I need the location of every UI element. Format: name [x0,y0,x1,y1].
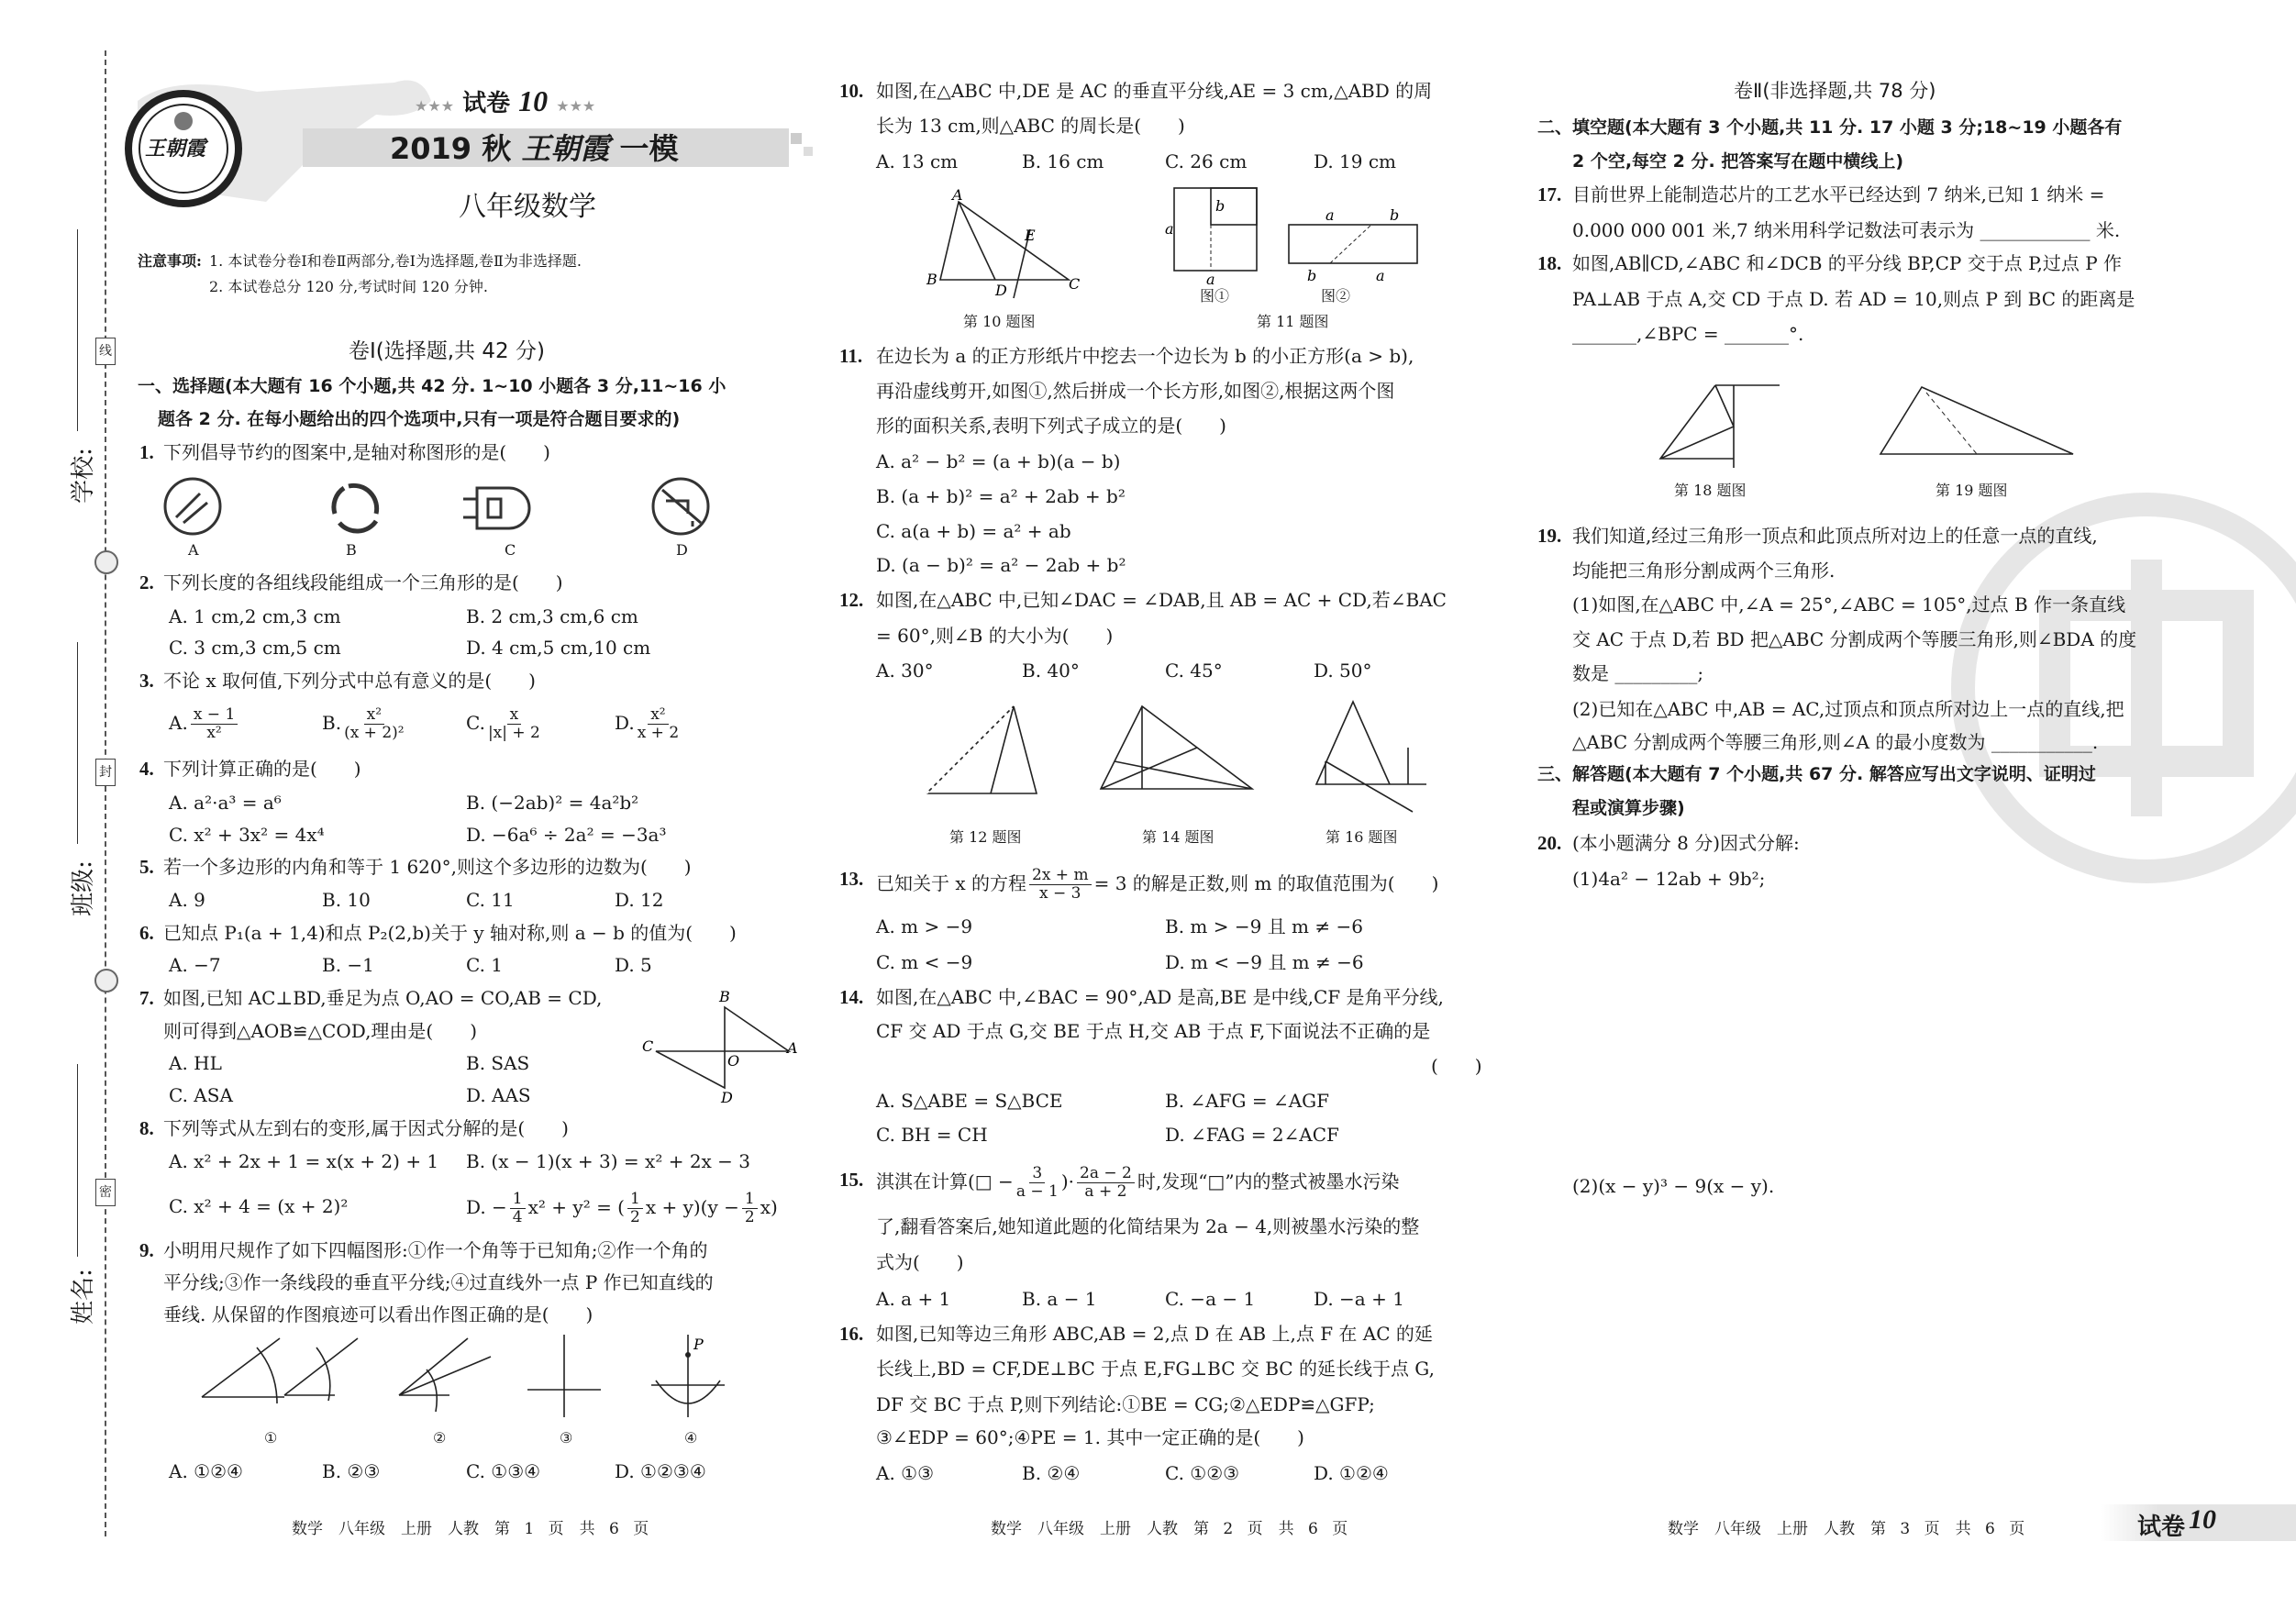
q8-text: 下列等式从左到右的变形,属于因式分解的是( ) [163,1117,569,1139]
q11-number: 11. [839,345,863,367]
q10-option-c[interactable]: C. 26 cm [1165,150,1248,172]
q11-option-c[interactable]: C. a(a + b) = a² + ab [876,520,1071,542]
q5-option-b[interactable]: B. 10 [322,889,371,911]
text: x + y)(y − [645,1196,739,1218]
q16-option-d[interactable]: D. ①②④ [1314,1462,1389,1484]
q7-number: 7. [139,987,154,1009]
name-label: 姓名: [69,1269,97,1325]
q13-option-c[interactable]: C. m < −9 [876,951,973,973]
ornament-icon [94,969,118,993]
q19-text-5[interactable]: 数是 _________; [1572,662,1704,684]
q9-text-1: 小明用尺规作了如下四幅图形:①作一个角等于已知角;②作一个角的 [163,1239,708,1261]
q12-figure [917,702,1055,812]
q9-option-d[interactable]: D. ①②③④ [615,1460,706,1482]
fig-label: P [693,1336,704,1353]
seal-mark-secret: 密 [95,1179,116,1206]
q15-option-c[interactable]: C. −a − 1 [1165,1288,1256,1310]
q3-number: 3. [139,670,154,692]
paper-badge [2101,1504,2296,1541]
q16-number: 16. [839,1323,864,1345]
name-field[interactable] [77,1064,78,1257]
q6-text: 已知点 P₁(a + 1,4)和点 P₂(2,b)关于 y 轴对称,则 a − b 的值为( ) [163,922,737,944]
q15-option-a[interactable]: A. a + 1 [876,1288,951,1310]
q13-text [876,867,1438,903]
q5-option-c[interactable]: C. 11 [466,889,515,911]
q11-text-2: 再沿虚线剪开,如图①,然后拼成一个长方形,如图②,根据这两个图 [876,380,1395,402]
q4-number: 4. [139,758,154,780]
q9-construction-figures [174,1335,761,1426]
dashed-binding-line [105,50,106,1536]
q1-recycle-icon-options [156,477,743,541]
q2-number: 2. [139,571,154,593]
fraction: $\frac{1}{4}$ [510,1191,526,1226]
q16-text-3: DF 交 BC 于点 P,则下列结论:①BE = CG;②△EDP≌△GFP; [876,1393,1375,1415]
fig-label: B [719,988,730,1005]
q11-option-d[interactable]: D. (a − b)² = a² − 2ab + b² [876,554,1126,576]
q19-text-2: 均能把三角形分割成两个三角形. [1572,560,1836,582]
q12-option-b[interactable]: B. 40° [1022,660,1080,682]
notice-label: 注意事项: [138,252,202,270]
part1-title: 卷Ⅰ(选择题,共 42 分) [349,339,545,363]
fraction: $\frac{1}{2}$ [627,1191,643,1226]
q4-option-c[interactable]: C. x² + 3x² = 4x⁴ [169,824,325,846]
q13-option-a[interactable]: A. m > −9 [876,915,973,937]
class-label: 班级: [69,860,97,916]
q12-text-2: = 60°,则∠B 的大小为( ) [876,625,1114,647]
fig-label: D [995,282,1007,299]
q12-option-c[interactable]: C. 45° [1165,660,1223,682]
fig-label: A [787,1039,798,1057]
q6-option-b[interactable]: B. −1 [322,954,374,976]
seal-mark-line: 线 [95,338,116,365]
q12-option-a[interactable]: A. 30° [876,660,934,682]
q5-number: 5. [139,856,154,878]
q19-text-1: 我们知道,经过三角形一顶点和此顶点所对边上的任意一点的直线, [1572,525,2098,547]
q16-text-2: 长线上,BD = CF,DE⊥BC 于点 E,FG⊥BC 交 BC 的延长线于点 G, [876,1358,1435,1380]
q16-option-b[interactable]: B. ②④ [1022,1462,1081,1484]
fig-label: C [1069,275,1081,293]
q9-fig-label-2: ② [433,1429,447,1447]
q7-text-1: 如图,已知 AC⊥BD,垂足为点 O,AO = CO,AB = CD, [163,987,603,1009]
paper-label: 试卷 [462,90,511,117]
q2-option-c[interactable]: C. 3 cm,3 cm,5 cm [169,637,341,659]
q8-option-a[interactable]: A. x² + 2x + 1 = x(x + 2) + 1 [169,1150,439,1172]
q17-number: 17. [1537,183,1562,205]
q5-option-d[interactable]: D. 12 [615,889,664,911]
q9-text-2: 平分线;③作一条线段的垂直平分线;④过直线外一点 P 作已知直线的 [163,1271,714,1293]
ornament-icon [94,550,118,574]
q14-text-1: 如图,在△ABC 中,∠BAC = 90°,AD 是高,BE 是中线,CF 是角平分线, [876,986,1444,1008]
q17-text-2[interactable]: 0.000 000 001 米,7 纳米用科学记数法可表示为 ____________ 米. [1572,219,2121,241]
q16-caption: 第 16 题图 [1325,828,1398,846]
q7-option-d[interactable]: D. AAS [466,1084,531,1106]
q20-part-1: (1)4a² − 12ab + 9b²; [1572,868,1766,890]
fig-label: B [926,271,937,288]
q10-option-d[interactable]: D. 19 cm [1314,150,1397,172]
q15-text-3: 式为( ) [876,1251,964,1273]
fig-label: a [1165,220,1174,238]
q17-text-1: 目前世界上能制造芯片的工艺水平已经达到 7 纳米,已知 1 纳米 = [1572,183,2105,205]
q16-text-4: ③∠EDP = 60°;④PE = 1. 其中一定正确的是( ) [876,1426,1304,1448]
q6-number: 6. [139,922,154,944]
fig-label: b [1215,197,1226,215]
badge-label: 试卷 [2137,1514,2186,1541]
q18-text-2: PA⊥AB 于点 A,交 CD 于点 D. 若 AD = 10,则点 P 到 BC 的距离是 [1572,288,2135,310]
q10-option-b[interactable]: B. 16 cm [1022,150,1104,172]
q20-number: 20. [1537,832,1562,854]
fig-label: a [1325,206,1335,224]
text: x) [760,1196,778,1218]
q1-label-a: A [188,541,199,559]
school-label: 学校: [69,448,97,504]
q15-text-1 [876,1165,1400,1201]
q20-text: (本小题满分 8 分)因式分解: [1572,832,1800,854]
q11-fig2-label: 图② [1321,287,1351,305]
q14-caption: 第 14 题图 [1142,828,1215,846]
q12-text-1: 如图,在△ABC 中,已知∠DAC = ∠DAB,且 AB = AC + CD,若∠BAC [876,589,1447,611]
q19-number: 19. [1537,525,1562,547]
q8-option-d[interactable] [466,1191,778,1226]
fraction: $\frac{\text{x²}}{\text{(x + 2)²}}$ [344,705,405,742]
q3-text: 不论 x 取何值,下列分式中总有意义的是( ) [163,670,536,692]
q1-text: 下列倡导节约的图案中,是轴对称图形的是( ) [163,441,550,463]
q11-text-1: 在边长为 a 的正方形纸片中挖去一个边长为 b 的小正方形(a > b), [876,345,1414,367]
text: D. − [466,1196,507,1218]
q11-option-b[interactable]: B. (a + b)² = a² + 2ab + b² [876,485,1126,507]
q10-figure [922,186,1087,303]
q1-label-d: D [676,541,688,559]
fig-label: a [1206,271,1215,288]
fraction: $\frac{3}{a - 1}$ [1015,1164,1059,1201]
q2-option-b[interactable]: B. 2 cm,3 cm,6 cm [466,605,638,627]
q15-number: 15. [839,1169,864,1191]
page-footer-2: 数学 八年级 上册 人教 第 2 页 共 6 页 [991,1520,1348,1538]
q11-fig1-label: 图① [1200,287,1230,305]
q4-option-a[interactable]: A. a²·a³ = a⁶ [169,792,282,814]
q6-option-a[interactable]: A. −7 [169,954,221,976]
fig-label: O [727,1052,740,1070]
exam-year: 2019 秋 [390,131,512,166]
q5-option-a[interactable]: A. 9 [169,889,205,911]
fraction: $\frac{1}{2}$ [742,1191,758,1226]
q14-option-a[interactable]: A. S△ABE = S△BCE [876,1090,1063,1112]
logo-text: 王朝霞 [145,138,206,161]
paper-number-banner [415,86,595,121]
q11-figure [1165,183,1431,294]
q9-option-a[interactable]: A. ①②④ [169,1460,243,1482]
fig-label: a [1376,267,1385,284]
q18-text-1: 如图,AB∥CD,∠ABC 和∠DCB 的平分线 BP,CP 交于点 P,过点 P 作 [1572,252,2123,274]
q8-option-c[interactable]: C. x² + 4 = (x + 2)² [169,1195,349,1217]
q18-caption: 第 18 题图 [1674,482,1747,499]
fraction: $\frac{2a - 2}{a + 2}$ [1077,1165,1135,1201]
section3-heading: 三、解答题(本大题有 7 个小题,共 67 分. 解答应写出文字说明、证明过 [1537,764,2096,784]
section2-heading-cont: 2 个空,每空 2 分. 把答案写在题中横线上) [1572,151,1904,172]
q1-label-c: C [505,541,516,559]
q15-option-d[interactable]: D. −a + 1 [1314,1288,1404,1310]
q13-number: 13. [839,868,864,890]
q15-option-b[interactable]: B. a − 1 [1022,1288,1097,1310]
q2-option-a[interactable]: A. 1 cm,2 cm,3 cm [169,605,341,627]
watermark-stamp-icon [1954,495,2296,881]
q11-caption: 第 11 题图 [1257,313,1329,330]
q18-figure [1651,372,1789,477]
part2-title: 卷Ⅱ(非选择题,共 78 分) [1734,80,1936,102]
q16-figure [1307,697,1436,821]
text: = 3 的解是正数,则 m 的取值范围为( ) [1093,872,1439,894]
q16-option-a[interactable]: A. ①③ [876,1462,935,1484]
q10-caption: 第 10 题图 [963,313,1036,330]
q16-text-1: 如图,已知等边三角形 ABC,AB = 2,点 D 在 AB 上,点 F 在 AC 的延 [876,1323,1433,1345]
q20-part-2: (2)(x − y)³ − 9(x − y). [1572,1175,1775,1197]
q7-figure [642,988,798,1106]
q9-fig-label-1: ① [264,1429,278,1447]
fraction: $\frac{x - 1}{\text{x²}}$ [191,706,238,742]
page-footer-1: 数学 八年级 上册 人教 第 1 页 共 6 页 [292,1520,649,1538]
q9-option-b[interactable]: B. ②③ [322,1460,381,1482]
q14-option-b[interactable]: B. ∠AFG = ∠AGF [1165,1090,1329,1112]
q19-text-7[interactable]: △ABC 分割成两个等腰三角形,则∠A 的最小度数为 ___________. [1572,731,2099,753]
class-field[interactable] [77,642,78,844]
q14-number: 14. [839,986,864,1008]
q12-caption: 第 12 题图 [949,828,1022,846]
q3-option-b[interactable] [322,706,407,742]
q18-text-3[interactable]: _______,∠BPC = _______°. [1572,323,1804,345]
text: x² + y² = ( [527,1196,625,1218]
q9-fig-label-3: ③ [560,1429,573,1447]
q19-text-6: (2)已知在△ABC 中,AB = AC,过顶点和顶点所对边上一点的直线,把 [1572,698,2124,720]
q10-number: 10. [839,80,864,102]
q6-option-d[interactable]: D. 5 [615,954,652,976]
fraction: $\frac{x}{|x| + 2}$ [487,705,540,742]
badge-number: 10 [2189,1504,2216,1535]
q5-text: 若一个多边形的内角和等于 1 620°,则这个多边形的边数为( ) [163,856,692,878]
fig-label: b [1307,267,1317,284]
q16-option-c[interactable]: C. ①②③ [1165,1462,1240,1484]
q12-number: 12. [839,589,864,611]
q13-option-b[interactable]: B. m > −9 且 m ≠ −6 [1165,915,1363,937]
q14-option-c[interactable]: C. BH = CH [876,1124,988,1146]
q11-text-3: 形的面积关系,表明下列式子成立的是( ) [876,415,1226,437]
q3-option-c[interactable] [466,706,543,742]
paper-number: 10 [518,84,549,117]
q9-number: 9. [139,1239,154,1261]
q19-text-4: 交 AC 于点 D,若 BD 把△ABC 分割成两个等腰三角形,则∠BDA 的度 [1572,628,2137,650]
stars-left: ★★★ [415,97,455,115]
q3-option-d[interactable] [615,706,682,742]
q7-option-b[interactable]: B. SAS [466,1052,530,1074]
fig-label: C [642,1037,654,1055]
q10-text-2: 长为 13 cm,则△ABC 的周长是( ) [876,115,1185,137]
q19-caption: 第 19 题图 [1936,482,2008,499]
q2-option-d[interactable]: D. 4 cm,5 cm,10 cm [466,637,651,659]
text: 淇淇在计算(□ − [876,1170,1014,1192]
exam-brand: 王朝霞 [521,131,610,166]
q7-text-2: 则可得到△AOB≌△COD,理由是( ) [163,1020,478,1042]
q7-option-c[interactable]: C. ASA [169,1084,233,1106]
page-footer-3: 数学 八年级 上册 人教 第 3 页 共 6 页 [1668,1520,2025,1538]
section3-heading-cont: 程或演算步骤) [1572,798,1685,818]
q11-option-a[interactable]: A. a² − b² = (a + b)(a − b) [876,450,1121,472]
fraction: $\frac{2x + m}{x - 3}$ [1029,867,1092,903]
q10-option-a[interactable]: A. 13 cm [876,150,959,172]
q2-text: 下列长度的各组线段能组成一个三角形的是( ) [163,571,563,593]
q1-label-b: B [346,541,357,559]
q19-text-3: (1)如图,在△ABC 中,∠A = 25°,∠ABC = 105°,过点 B 作一条直线 [1572,593,2126,616]
q10-text-1: 如图,在△ABC 中,DE 是 AC 的垂直平分线,AE = 3 cm,△ABD 的周 [876,80,1433,102]
q9-text-3: 垂线. 从保留的作图痕迹可以看出作图正确的是( ) [163,1303,593,1325]
q19-figure [1871,376,2091,468]
section2-heading: 二、填空题(本大题有 3 个小题,共 11 分. 17 小题 3 分;18~19 小题各有 [1537,117,2123,138]
q1-number: 1. [139,441,154,463]
notice-item-2: 2. 本试卷总分 120 分,考试时间 120 分钟. [209,278,488,295]
school-field[interactable] [77,229,78,431]
fig-label: b [1390,206,1400,224]
q8-number: 8. [139,1117,154,1139]
q6-option-c[interactable]: C. 1 [466,954,504,976]
fig-label: A [952,186,963,204]
text: )· [1060,1170,1075,1192]
q8-option-b[interactable]: B. (x − 1)(x + 3) = x² + 2x − 3 [466,1150,751,1172]
exam-title [390,130,679,167]
q4-option-d[interactable]: D. −6a⁶ ÷ 2a² = −3a³ [466,824,667,846]
q7-option-a[interactable]: A. HL [169,1052,222,1074]
q14-text-3: ( ) [1431,1055,1482,1077]
q18-number: 18. [1537,252,1562,274]
q14-text-2: CF 交 AD 于点 G,交 BE 于点 H,交 AB 于点 F,下面说法不正确的是 [876,1020,1431,1042]
text: 时,发现“□”内的整式被墨水污染 [1137,1170,1400,1192]
option-letter: A. [169,712,188,734]
fig-label: E [1025,227,1036,244]
option-letter: B. [322,712,342,734]
section1-heading-cont: 题各 2 分. 在每小题给出的四个选项中,只有一项是符合题目要求的) [158,409,681,429]
fig-label: D [721,1089,733,1106]
seal-mark-seal: 封 [95,759,116,786]
fraction: $\frac{\text{x²}}{x + 2}$ [637,705,680,742]
q14-option-d[interactable]: D. ∠FAG = 2∠ACF [1165,1124,1339,1146]
section1-heading: 一、选择题(本大题有 16 个小题,共 42 分. 1~10 小题各 3 分,11~16 小 [138,376,727,396]
option-letter: C. [466,712,485,734]
exam-type: 一模 [619,131,679,166]
option-letter: D. [615,712,635,734]
notice-item-1: 1. 本试卷分卷Ⅰ和卷Ⅱ两部分,卷Ⅰ为选择题,卷Ⅱ为非选择题. [209,252,582,270]
q9-option-c[interactable]: C. ①③④ [466,1460,541,1482]
q12-option-d[interactable]: D. 50° [1314,660,1372,682]
q14-figure [1092,702,1266,812]
q15-text-2: 了,翻看答案后,她知道此题的化简结果为 2a − 4,则被墨水污染的整 [876,1215,1420,1237]
stars-right: ★★★ [556,97,596,115]
subject-title: 八年级数学 [459,191,596,223]
q4-text: 下列计算正确的是( ) [163,758,361,780]
q4-option-b[interactable]: B. (−2ab)² = 4a²b² [466,792,639,814]
q9-fig-label-4: ④ [684,1429,698,1447]
text: 已知关于 x 的方程 [876,872,1026,894]
q3-option-a[interactable] [169,706,240,742]
q13-option-d[interactable]: D. m < −9 且 m ≠ −6 [1165,951,1364,973]
